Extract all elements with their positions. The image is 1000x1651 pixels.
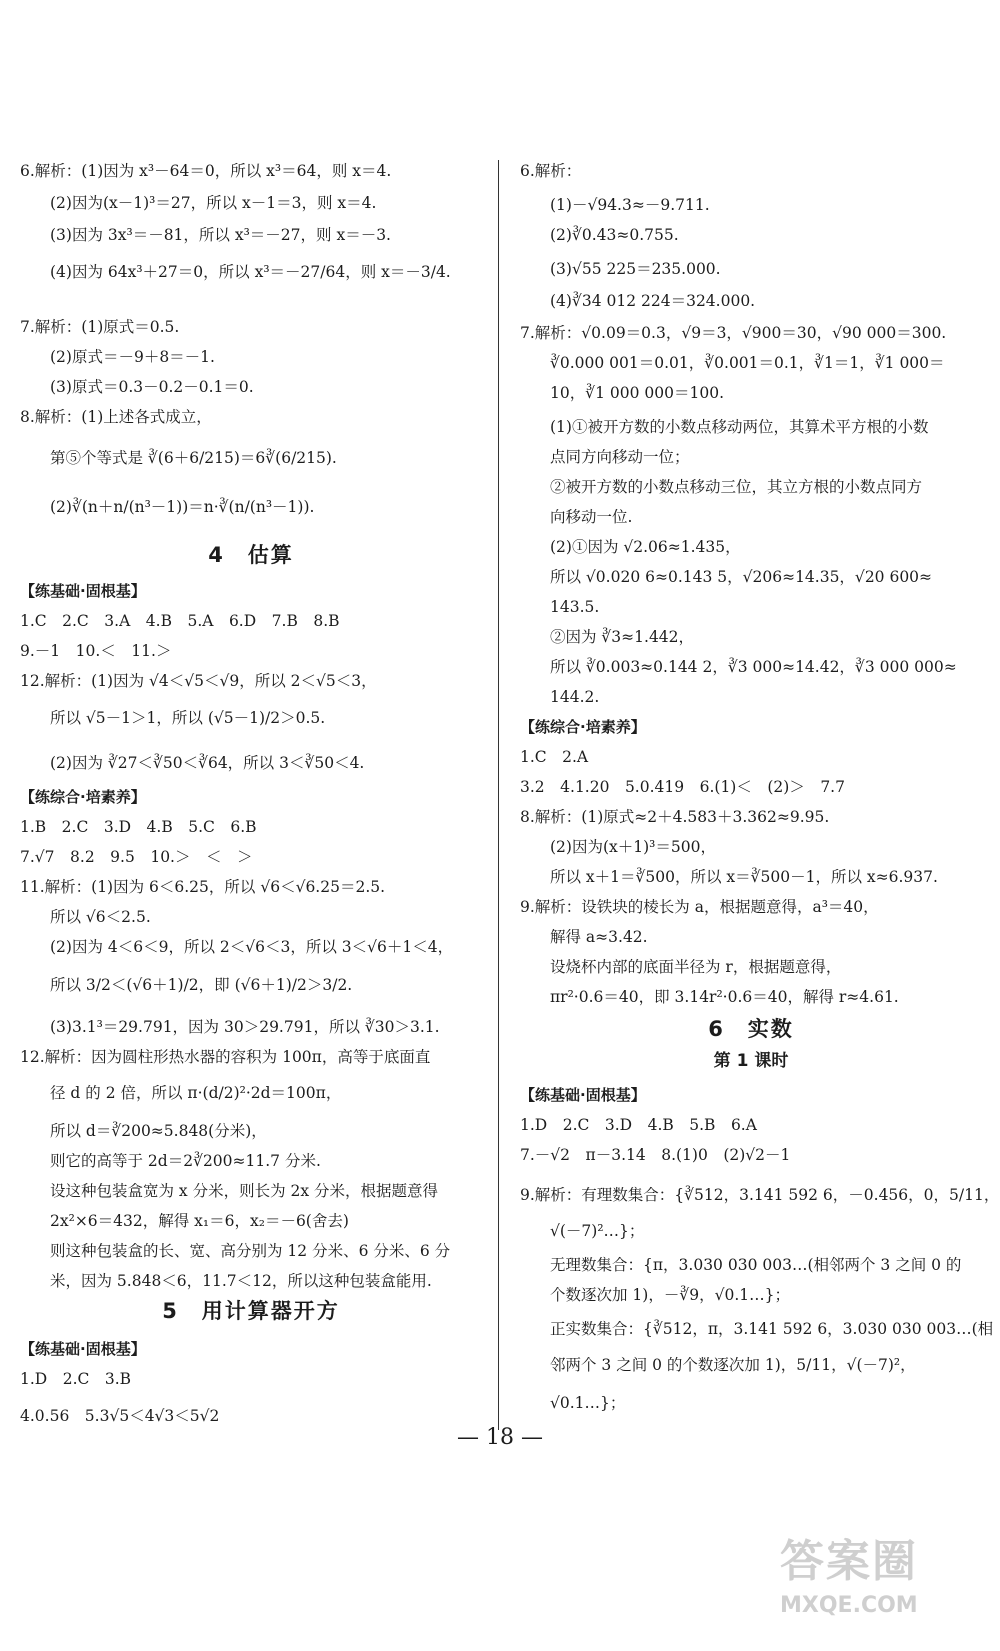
- text-line: ②被开方数的小数点移动三位，其立方根的小数点同方: [550, 478, 923, 496]
- subsection-title: 第 1 课时: [713, 1051, 789, 1071]
- watermark: [780, 1525, 980, 1635]
- watermark-url: MXQE.COM: [780, 1593, 918, 1618]
- text-line: 所以 √5－1＞1，所以 (√5－1)/2＞0.5.: [50, 709, 326, 727]
- text-line: πr²·0.6＝40，即 3.14r²·0.6＝40，解得 r≈4.61.: [550, 988, 899, 1006]
- text-line: 144.2.: [550, 688, 600, 706]
- text-line: (1)①被开方数的小数点移动两位，其算术平方根的小数: [550, 418, 929, 436]
- text-line: 8.解析：(1)原式≈2＋4.583＋3.362≈9.95.: [520, 808, 830, 826]
- section-heading: 【练综合·培素养】: [20, 788, 146, 806]
- text-line: (3)√55 225＝235.000.: [550, 260, 721, 278]
- text-line: 所以 3/2＜(√6＋1)/2，即 (√6＋1)/2＞3/2.: [50, 976, 353, 994]
- text-line: 设这种包装盒宽为 x 分米，则长为 2x 分米，根据题意得: [50, 1182, 439, 1200]
- text-line: (2)∛0.43≈0.755.: [550, 226, 679, 244]
- text-line: 6.解析：(1)因为 x³－64＝0，所以 x³＝64，则 x＝4.: [20, 162, 392, 180]
- text-line: 7.解析：√0.09＝0.3，√9＝3，√900＝30，√90 000＝300.: [520, 324, 947, 342]
- text-line: 所以 x＋1＝∛500，所以 x＝∛500－1，所以 x≈6.937.: [550, 868, 938, 886]
- section-heading: 【练综合·培素养】: [520, 718, 646, 736]
- text-line: 143.5.: [550, 598, 600, 616]
- section-title: 4 估算: [208, 543, 294, 567]
- text-line: 1.B 2.C 3.D 4.B 5.C 6.B: [20, 818, 257, 836]
- text-line: 所以 ∛0.003≈0.144 2，∛3 000≈14.42，∛3 000 000≈: [550, 658, 957, 676]
- text-line: (3)3.1³＝29.791，因为 30＞29.791，所以 ∛30＞3.1.: [50, 1018, 440, 1036]
- text-line: √0.1…}；: [550, 1394, 626, 1412]
- text-line: 7.解析：(1)原式＝0.5.: [20, 318, 180, 336]
- text-line: 12.解析：因为圆柱形热水器的容积为 100π，高等于底面直: [20, 1048, 431, 1066]
- text-line: 无理数集合：{π，3.030 030 003…(相邻两个 3 之间 0 的: [550, 1256, 962, 1274]
- text-line: (4)因为 64x³＋27＝0，所以 x³＝－27/64，则 x＝－3/4.: [50, 263, 451, 281]
- page-number: — 18 —: [457, 1425, 543, 1450]
- text-line: 向移动一位.: [550, 508, 633, 526]
- text-line: (2)因为 4＜6＜9，所以 2＜√6＜3，所以 3＜√6＋1＜4，: [50, 938, 454, 956]
- text-line: 1.D 2.C 3.B: [20, 1370, 132, 1388]
- section-heading: 【练基础·固根基】: [20, 1340, 146, 1358]
- text-line: 2x²×6＝432，解得 x₁＝6，x₂＝－6(舍去): [50, 1212, 349, 1230]
- watermark-logo: 答案圈: [780, 1536, 918, 1587]
- text-line: (2)①因为 √2.06≈1.435，: [550, 538, 741, 556]
- text-line: 个数逐次加 1)，－∛9，√0.1…}；: [550, 1286, 790, 1304]
- text-line: (3)原式＝0.3－0.2－0.1＝0.: [50, 378, 254, 396]
- text-line: 11.解析：(1)因为 6＜6.25，所以 √6＜√6.25＝2.5.: [20, 878, 386, 896]
- text-line: 9.解析：有理数集合：{∛512，3.141 592 6，－0.456，0，5/11，: [520, 1186, 1000, 1204]
- text-line: (3)因为 3x³＝－81，所以 x³＝－27，则 x＝－3.: [50, 226, 391, 244]
- text-line: 所以 √0.020 6≈0.143 5，√206≈14.35，√20 600≈: [550, 568, 933, 586]
- section-heading: 【练基础·固根基】: [20, 582, 146, 600]
- text-line: 6.解析：: [520, 162, 582, 180]
- text-line: 则它的高等于 2d＝2∛200≈11.7 分米.: [50, 1152, 321, 1170]
- text-line: (2)因为(x＋1)³＝500，: [550, 838, 716, 856]
- text-line: 点同方向移动一位；: [550, 448, 690, 466]
- text-line: 1.C 2.A: [520, 748, 589, 766]
- text-line: ②因为 ∛3≈1.442，: [550, 628, 695, 646]
- text-line: 7.√7 8.2 9.5 10.＞ ＜ ＞: [20, 848, 253, 866]
- text-line: 8.解析：(1)上述各式成立，: [20, 408, 212, 426]
- text-line: 7.－√2 π－3.14 8.(1)0 (2)√2－1: [520, 1146, 791, 1164]
- text-line: 1.C 2.C 3.A 4.B 5.A 6.D 7.B 8.B: [20, 612, 340, 630]
- text-line: 则这种包装盒的长、宽、高分别为 12 分米、6 分米、6 分: [50, 1242, 451, 1260]
- text-line: 9.解析：设铁块的棱长为 a，根据题意得，a³＝40，: [520, 898, 879, 916]
- text-line: 米，因为 5.848＜6，11.7＜12，所以这种包装盒能用.: [50, 1272, 432, 1290]
- text-line: 径 d 的 2 倍，所以 π·(d/2)²·2d＝100π，: [50, 1084, 342, 1102]
- text-line: (4)∛34 012 224＝324.000.: [550, 292, 756, 310]
- text-line: (2)因为 ∛27＜∛50＜∛64，所以 3＜∛50＜4.: [50, 754, 365, 772]
- text-line: 12.解析：(1)因为 √4＜√5＜√9，所以 2＜√5＜3，: [20, 672, 377, 690]
- text-line: ∛0.000 001＝0.01，∛0.001＝0.1，∛1＝1，∛1 000＝: [550, 354, 945, 372]
- text-line: 所以 √6＜2.5.: [50, 908, 151, 926]
- text-line: √(－7)²…}；: [550, 1222, 645, 1240]
- section-heading: 【练基础·固根基】: [520, 1086, 646, 1104]
- section-title: 6 实数: [708, 1017, 794, 1041]
- column-divider: [498, 160, 499, 1430]
- text-line: 邻两个 3 之间 0 的个数逐次加 1)，5/11，√(－7)²，: [550, 1356, 916, 1374]
- text-line: 正实数集合：{∛512，π，3.141 592 6，3.030 030 003…(相: [550, 1320, 994, 1338]
- text-line: 解得 a≈3.42.: [550, 928, 648, 946]
- text-line: 1.D 2.C 3.D 4.B 5.B 6.A: [520, 1116, 757, 1134]
- text-line: (1)－√94.3≈－9.711.: [550, 196, 710, 214]
- text-line: 设烧杯内部的底面半径为 r，根据题意得，: [550, 958, 842, 976]
- text-line: 9.－1 10.＜ 11.＞: [20, 642, 172, 660]
- text-line: (2)∛(n＋n/(n³－1))＝n·∛(n/(n³－1)).: [50, 498, 315, 516]
- section-title: 5 用计算器开方: [162, 1299, 340, 1323]
- text-line: 第⑤个等式是 ∛(6＋6/215)＝6∛(6/215).: [50, 449, 337, 467]
- text-line: 4.0.56 5.3√5＜4√3＜5√2: [20, 1407, 220, 1425]
- text-line: (2)原式＝－9＋8＝－1.: [50, 348, 215, 366]
- text-line: 10，∛1 000 000＝100.: [550, 384, 724, 402]
- text-line: 3.2 4.1.20 5.0.419 6.(1)＜ (2)＞ 7.7: [520, 778, 845, 796]
- text-line: 所以 d＝∛200≈5.848(分米)，: [50, 1122, 267, 1140]
- text-line: (2)因为(x－1)³＝27，所以 x－1＝3，则 x＝4.: [50, 194, 377, 212]
